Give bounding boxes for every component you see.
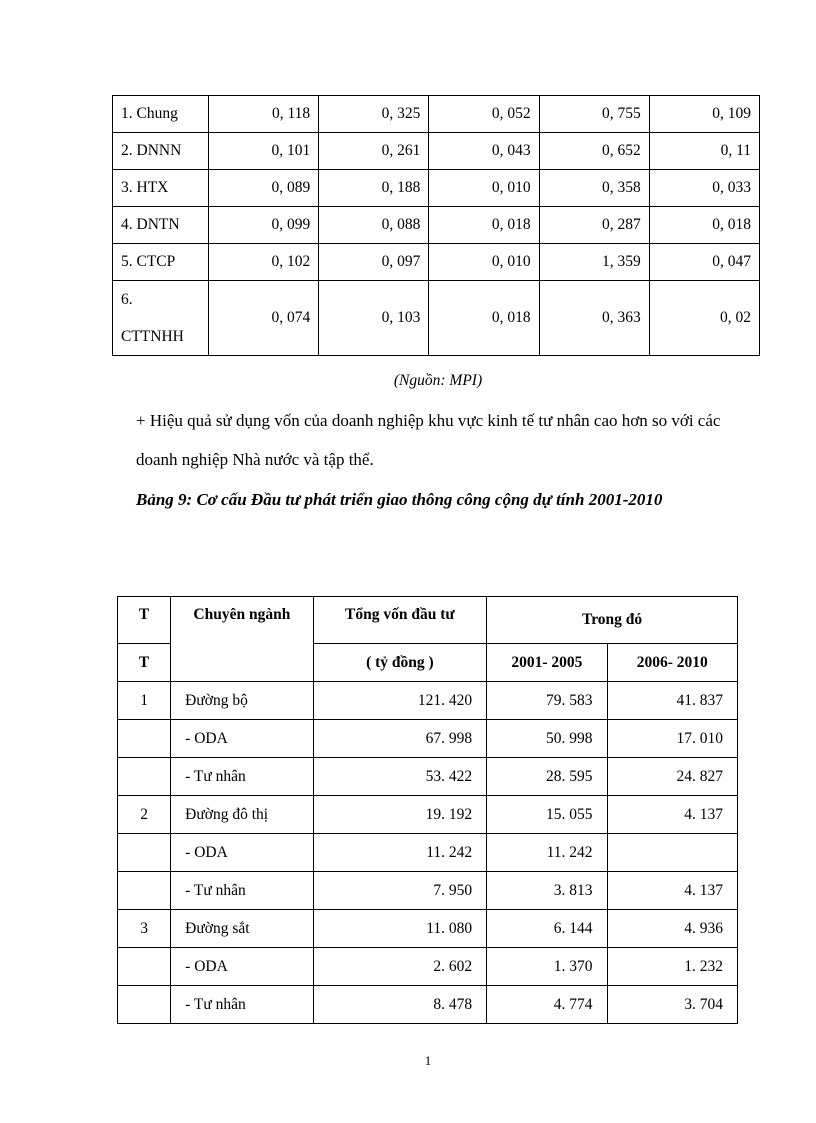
transport-investment-table (117, 596, 738, 1024)
table-row (118, 834, 738, 872)
table-cell: 0, 047 (649, 244, 759, 281)
table-cell: 0, 103 (319, 281, 429, 356)
table-cell: 0, 018 (429, 207, 539, 244)
header-row-1 (118, 597, 738, 644)
table-cell: 0, 118 (209, 96, 319, 133)
row-label: 1. Chung (113, 96, 209, 133)
cell-p1: 3. 813 (487, 872, 607, 910)
cell-total: 11. 080 (313, 910, 487, 948)
header-category: Chuyên ngành (171, 597, 313, 682)
cell-p1: 6. 144 (487, 910, 607, 948)
cell-tt: 1 (118, 682, 171, 720)
row-label: 2. DNNN (113, 133, 209, 170)
cell-total: 8. 478 (313, 986, 487, 1024)
cell-tt (118, 834, 171, 872)
table-cell: 0, 018 (649, 207, 759, 244)
cell-total: 2. 602 (313, 948, 487, 986)
table-row (113, 133, 760, 170)
cell-name: - ODA (171, 834, 313, 872)
table-cell: 0, 02 (649, 281, 759, 356)
table-row (118, 682, 738, 720)
cell-name: Đường đô thị (171, 796, 313, 834)
table-cell: 0, 010 (429, 244, 539, 281)
table-cell: 0, 261 (319, 133, 429, 170)
cell-p1: 28. 595 (487, 758, 607, 796)
row-label: 4. DNTN (113, 207, 209, 244)
cell-name: Đường bộ (171, 682, 313, 720)
header-total-top: Tổng vốn đầu tư (313, 597, 487, 644)
table-cell: 0, 097 (319, 244, 429, 281)
cell-total: 19. 192 (313, 796, 487, 834)
cell-tt (118, 948, 171, 986)
cell-p2: 3. 704 (607, 986, 737, 1024)
table-cell: 0, 088 (319, 207, 429, 244)
table-row (118, 720, 738, 758)
source-note (0, 372, 816, 390)
cell-tt: 2 (118, 796, 171, 834)
table-row (118, 986, 738, 1024)
row-label: 3. HTX (113, 170, 209, 207)
header-tt-top: T (118, 597, 171, 644)
cell-name: - Tư nhân (171, 758, 313, 796)
table-cell: 0, 010 (429, 170, 539, 207)
table-cell: 0, 652 (539, 133, 649, 170)
table-cell: 0, 325 (319, 96, 429, 133)
cell-p2 (607, 834, 737, 872)
table-row (118, 758, 738, 796)
cell-p1: 1. 370 (487, 948, 607, 986)
efficiency-table (112, 95, 760, 356)
cell-name: - Tư nhân (171, 986, 313, 1024)
header-total-bottom: ( tỷ đồng ) (313, 644, 487, 682)
table-caption: Bảng 9: Cơ cấu Đầu tư phát triển giao thông công cộng dự tính 2001-2010 (136, 490, 663, 509)
cell-tt (118, 758, 171, 796)
cell-p1: 15. 055 (487, 796, 607, 834)
table-row (118, 948, 738, 986)
cell-tt (118, 872, 171, 910)
cell-tt: 3 (118, 910, 171, 948)
table-row (113, 207, 760, 244)
table-cell: 0, 287 (539, 207, 649, 244)
header-period-2: 2006- 2010 (607, 644, 737, 682)
table-cell: 0, 102 (209, 244, 319, 281)
table-cell: 0, 033 (649, 170, 759, 207)
table-cell: 0, 099 (209, 207, 319, 244)
cell-tt (118, 986, 171, 1024)
table-cell: 0, 074 (209, 281, 319, 356)
cell-total: 53. 422 (313, 758, 487, 796)
page-number: 1 (424, 1053, 432, 1068)
cell-p2: 1. 232 (607, 948, 737, 986)
table-cell: 0, 018 (429, 281, 539, 356)
table-row (113, 281, 760, 356)
cell-p2: 24. 827 (607, 758, 737, 796)
table-cell: 1, 359 (539, 244, 649, 281)
table-row (113, 244, 760, 281)
cell-total: 7. 950 (313, 872, 487, 910)
cell-p2: 41. 837 (607, 682, 737, 720)
source-close: ) (476, 372, 483, 389)
cell-name: - Tư nhân (171, 872, 313, 910)
header-tt-bottom: T (118, 644, 171, 682)
header-period-1: 2001- 2005 (487, 644, 607, 682)
source-text: (Nguồn: MPI (393, 372, 477, 389)
table-cell: 0, 052 (429, 96, 539, 133)
cell-p1: 4. 774 (487, 986, 607, 1024)
table-cell: 0, 755 (539, 96, 649, 133)
table-row (113, 170, 760, 207)
cell-p1: 50. 998 (487, 720, 607, 758)
header-group: Trong đó (487, 597, 738, 644)
cell-total: 121. 420 (313, 682, 487, 720)
table-cell: 0, 089 (209, 170, 319, 207)
table-cell: 0, 358 (539, 170, 649, 207)
cell-p2: 4. 936 (607, 910, 737, 948)
row-label-line: 6. (121, 291, 133, 308)
table-row (118, 872, 738, 910)
row-label: 5. CTCP (113, 244, 209, 281)
table-cell: 0, 101 (209, 133, 319, 170)
table-row (113, 96, 760, 133)
cell-tt (118, 720, 171, 758)
row-label (113, 281, 209, 356)
cell-name: - ODA (171, 948, 313, 986)
paragraph-efficiency: + Hiệu quả sử dụng vốn của doanh nghiệp khu vực kinh tế tư nhân cao hơn so với các doanh nghiệp Nhà nước và tập thể. (136, 411, 721, 469)
cell-total: 67. 998 (313, 720, 487, 758)
table-row (118, 910, 738, 948)
table-cell: 0, 363 (539, 281, 649, 356)
cell-p1: 11. 242 (487, 834, 607, 872)
cell-p1: 79. 583 (487, 682, 607, 720)
table-cell: 0, 109 (649, 96, 759, 133)
cell-total: 11. 242 (313, 834, 487, 872)
cell-p2: 4. 137 (607, 872, 737, 910)
table-cell: 0, 11 (649, 133, 759, 170)
cell-name: Đường sắt (171, 910, 313, 948)
cell-p2: 17. 010 (607, 720, 737, 758)
row-label-line: CTTNHH (121, 328, 184, 345)
table-row (118, 796, 738, 834)
table-cell: 0, 188 (319, 170, 429, 207)
table-cell: 0, 043 (429, 133, 539, 170)
cell-name: - ODA (171, 720, 313, 758)
cell-p2: 4. 137 (607, 796, 737, 834)
